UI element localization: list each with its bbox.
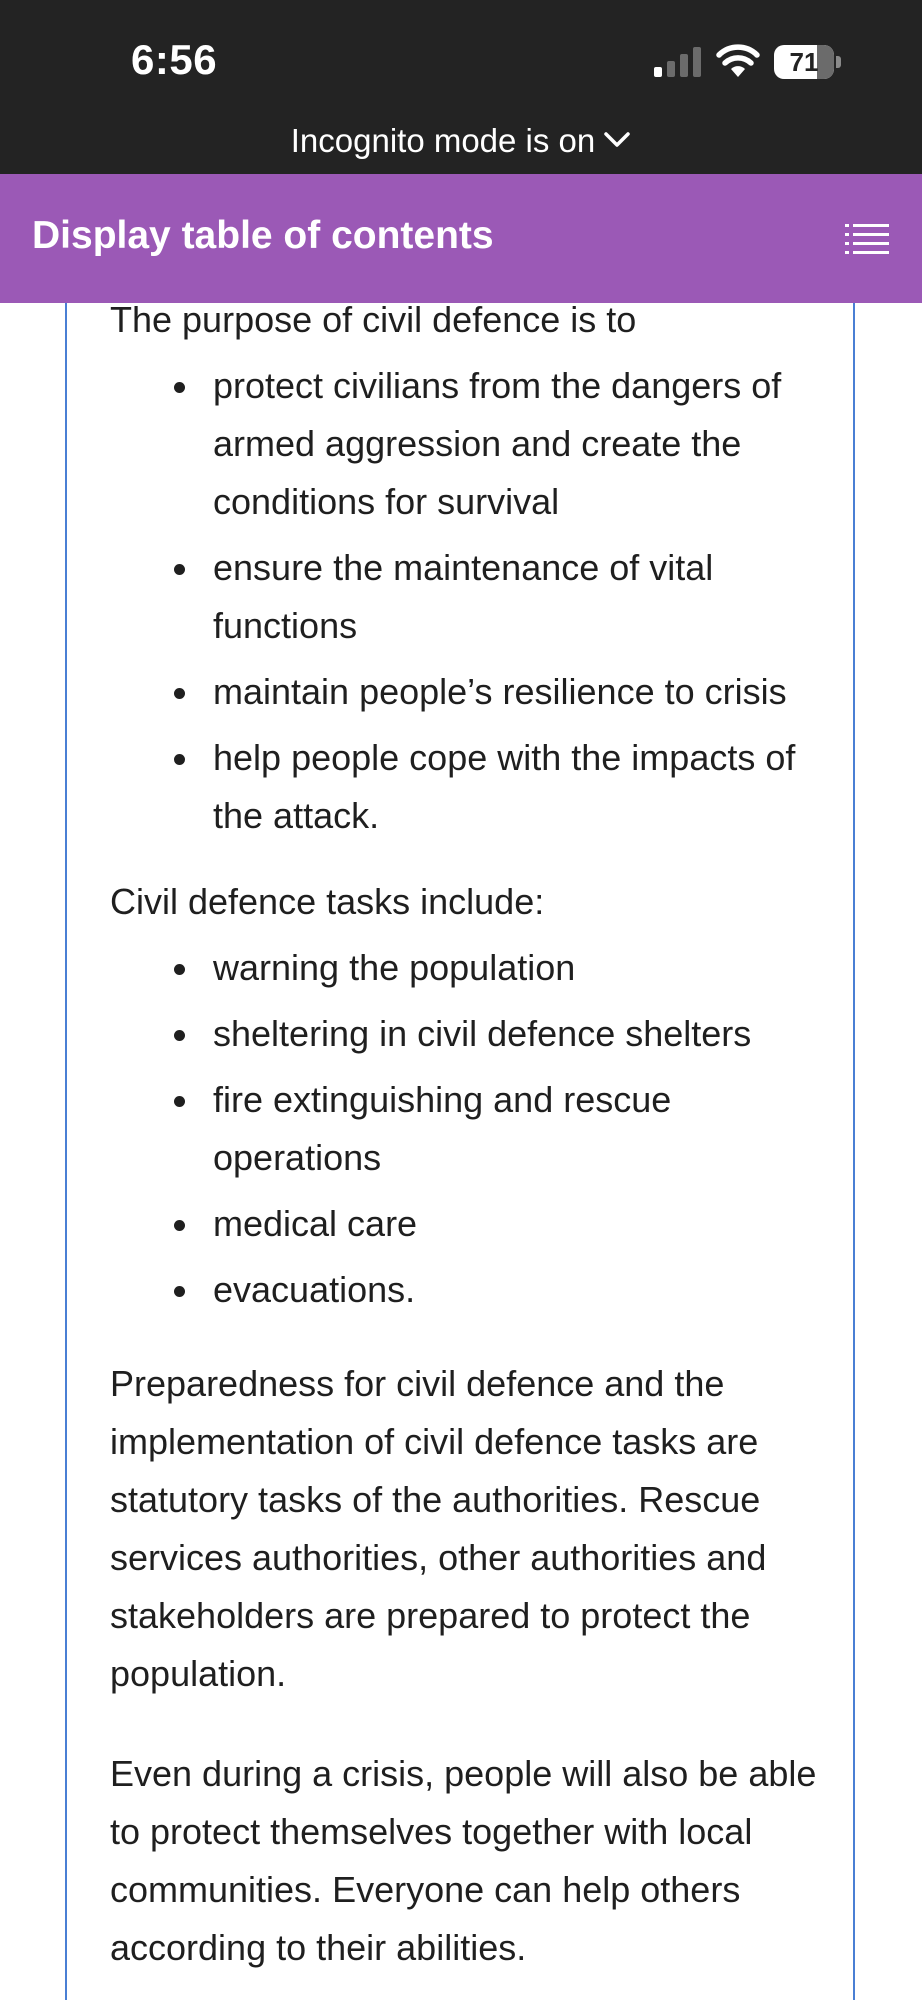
list-item: help people cope with the impacts of the attack. <box>110 729 830 845</box>
chevron-down-icon <box>603 130 631 150</box>
purpose-list <box>110 357 830 845</box>
list-item: fire extinguishing and rescue operations <box>110 1071 830 1187</box>
article-content <box>110 291 830 1977</box>
toc-title: Display table of contents <box>32 214 494 257</box>
tasks-list <box>110 939 830 1319</box>
list-item: medical care <box>110 1195 830 1253</box>
list-item: ensure the maintenance of vital functions <box>110 539 830 655</box>
list-item: sheltering in civil defence shelters <box>110 1005 830 1063</box>
list-item: protect civilians from the dangers of armed aggression and create the conditions for survival <box>110 357 830 531</box>
table-of-contents-toggle[interactable] <box>0 174 922 303</box>
list-item: evacuations. <box>110 1261 830 1319</box>
incognito-label: Incognito mode is on <box>290 122 596 159</box>
cellular-signal-icon <box>652 47 702 77</box>
status-bar <box>0 0 922 174</box>
purpose-intro: The purpose of civil defence is to <box>110 299 637 340</box>
tasks-intro: Civil defence tasks include: <box>110 881 545 922</box>
crisis-paragraph: Even during a crisis, people will also be able to protect themselves together with local communities. Everyone can help others according to their abilities. <box>110 1753 817 1968</box>
list-icon[interactable] <box>845 223 889 257</box>
wifi-icon <box>716 44 760 78</box>
status-time: 6:56 <box>131 36 218 83</box>
list-item: warning the population <box>110 939 830 997</box>
incognito-indicator[interactable] <box>0 122 922 160</box>
list-item: maintain people’s resilience to crisis <box>110 663 830 721</box>
battery-percentage: 71 <box>789 47 819 77</box>
battery-icon <box>774 45 842 79</box>
preparedness-paragraph: Preparedness for civil defence and the implementation of civil defence tasks are statutory tasks of the authorities. Rescue services authorities, other authorities and stakeholders are prepared to protect the population. <box>110 1363 767 1694</box>
